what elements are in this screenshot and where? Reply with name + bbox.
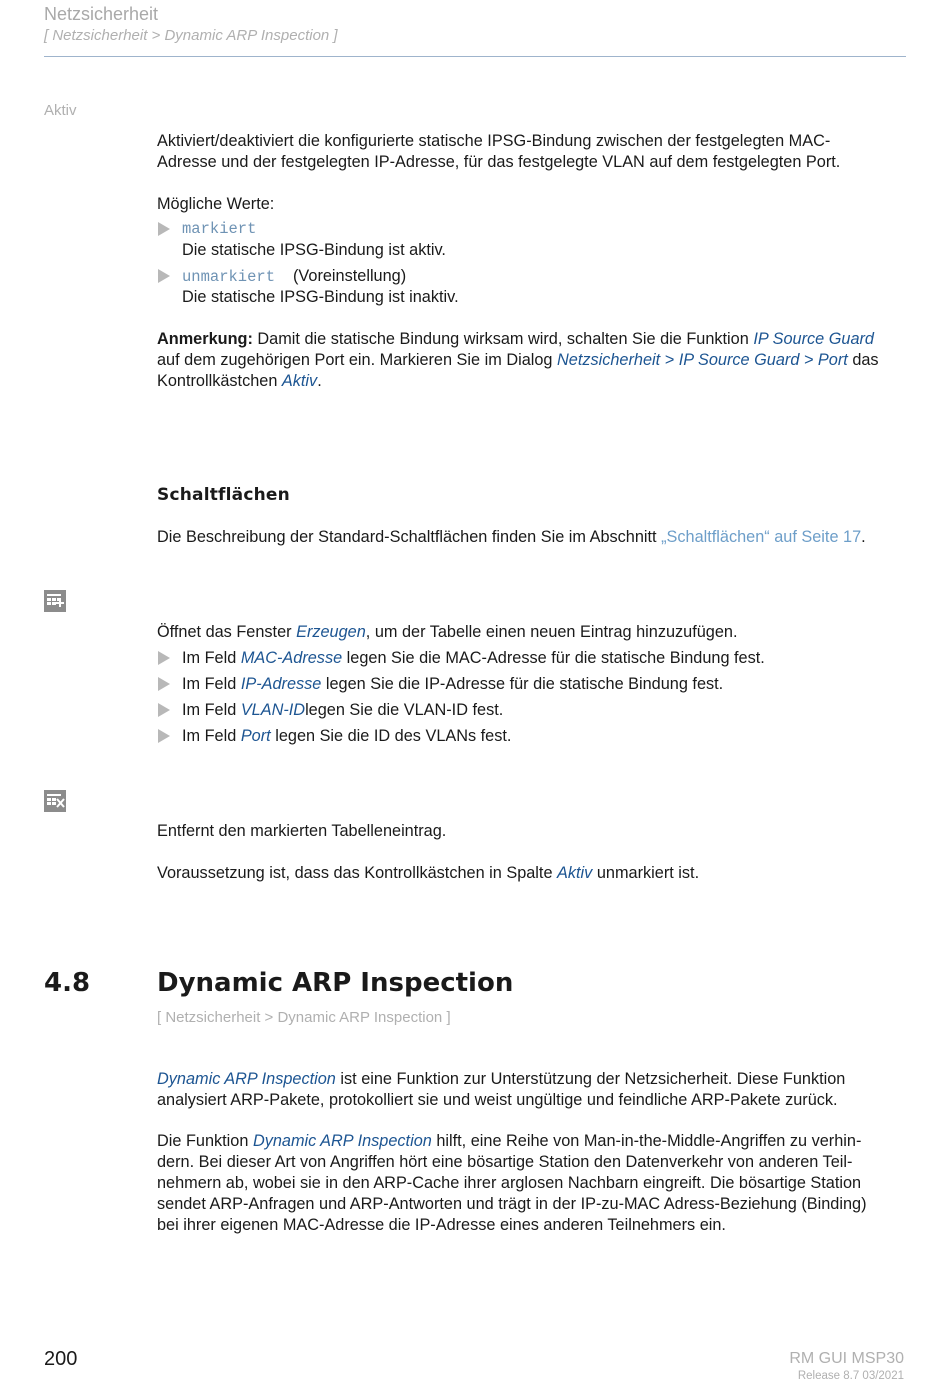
value-desc: Die statische IPSG-Bindung ist inaktiv. xyxy=(182,288,459,306)
footer-release: Release 8.7 03/2021 xyxy=(797,1370,904,1382)
note-text: Damit die statische Bindung wirksam wird, schalten Sie die Funktion xyxy=(252,330,754,348)
value-code: unmarkiert xyxy=(182,268,276,286)
value-code: markiert xyxy=(182,220,257,238)
note-label: Anmerkung: xyxy=(157,330,253,348)
buttons-desc-text: Die Beschreibung der Standard-Schaltflächen finden Sie im Abschnitt xyxy=(157,528,662,546)
step-text: legen Sie die IP-Adresse für die statische Bindung fest. xyxy=(321,675,724,693)
buttons-description xyxy=(157,527,907,548)
paragraph-text: bei ihrer eigenen MAC-Adresse die IP-Adresse eines anderen Teilnehmers ein. xyxy=(157,1216,726,1234)
delete-cond-text: unmarkiert ist. xyxy=(592,864,700,882)
value-default-note: (Voreinstellung) xyxy=(293,267,407,285)
bullet-triangle-icon xyxy=(158,222,170,236)
section-paragraph-2 xyxy=(157,1131,907,1236)
value-desc: Die statische IPSG-Bindung ist aktiv. xyxy=(182,241,446,259)
bullet-triangle-icon xyxy=(158,729,170,743)
create-intro xyxy=(157,622,907,643)
link-dynamic-arp-inspection[interactable]: Dynamic ARP Inspection xyxy=(157,1070,336,1088)
link-erzeugen[interactable]: Erzeugen xyxy=(296,623,366,641)
paragraph-text: dern. Bei dieser Art von Angriffen hört eine bösartige Station den Datenverkehr von anderen Teil- xyxy=(157,1153,853,1171)
running-header-title: Netzsicherheit xyxy=(44,4,159,24)
create-intro-text: Öffnet das Fenster xyxy=(157,623,297,641)
note-text: das xyxy=(847,351,879,369)
paragraph-text: nehmern ab, wobei sie in den ARP-Cache ihrer arglosen Nachbarn eingreift. Die bösartige Station xyxy=(157,1174,862,1192)
link-aktiv[interactable]: Aktiv xyxy=(557,864,593,882)
page-number: 200 xyxy=(44,1348,78,1370)
delete-description: Entfernt den markierten Tabelleneintrag. xyxy=(157,822,447,840)
section-paragraph-1 xyxy=(157,1069,907,1111)
paragraph-text: ist eine Funktion zur Unterstützung der Netzsicherheit. Diese Funktion xyxy=(335,1070,846,1088)
paragraph-text: analysiert ARP-Pakete, protokolliert sie und weist ungültige und feindliche ARP-Pakete zurück. xyxy=(157,1091,838,1109)
delete-condition xyxy=(157,863,907,884)
section-title: Dynamic ARP Inspection xyxy=(157,968,514,998)
link-dynamic-arp-inspection[interactable]: Dynamic ARP Inspection xyxy=(252,1132,432,1150)
buttons-desc-text: . xyxy=(861,528,866,546)
section-heading-buttons: Schaltflächen xyxy=(157,485,290,505)
bullet-triangle-icon xyxy=(158,651,170,665)
paragraph-text: sendet ARP-Anfragen und ARP-Antworten und trägt in der IP-zu-MAC Adress-Beziehung (Binding) xyxy=(157,1195,867,1213)
create-intro-text: , um der Tabelle einen neuen Eintrag hinzuzufügen. xyxy=(365,623,738,641)
link-field[interactable]: VLAN-ID xyxy=(240,701,306,719)
link-field[interactable]: MAC-Adresse xyxy=(240,649,343,667)
bullet-triangle-icon xyxy=(158,677,170,691)
header-divider xyxy=(44,56,906,57)
step-text: Im Feld xyxy=(182,675,241,693)
table-remove-icon xyxy=(44,790,66,812)
note-text: Kontrollkästchen xyxy=(157,372,282,390)
step-text: Im Feld xyxy=(182,649,241,667)
section-number: 4.8 xyxy=(44,968,91,998)
step-text: legen Sie die VLAN-ID fest. xyxy=(305,701,504,719)
aktiv-desc-line1: Aktiviert/deaktiviert die konfigurierte statische IPSG-Bindung zwischen der festgelegten MAC- xyxy=(157,132,831,150)
aktiv-desc-line2: Adresse und der festgelegten IP-Adresse, für das festgelegte VLAN auf dem festgelegten Port. xyxy=(157,153,841,171)
paragraph-text: hilft, eine Reihe von Man-in-the-Middle-Angriffen zu verhin- xyxy=(431,1132,862,1150)
link-aktiv[interactable]: Aktiv xyxy=(281,372,318,390)
note-text: auf dem zugehörigen Port ein. Markieren Sie im Dialog xyxy=(157,351,557,369)
footer-document-id: RM GUI MSP30 xyxy=(789,1350,904,1367)
step-text: Im Feld xyxy=(182,727,241,745)
step-text: legen Sie die MAC-Adresse für die statische Bindung fest. xyxy=(342,649,765,667)
table-add-icon xyxy=(44,590,66,612)
link-field[interactable]: Port xyxy=(240,727,271,745)
values-intro: Mögliche Werte: xyxy=(157,195,275,213)
link-field[interactable]: IP-Adresse xyxy=(240,675,322,693)
step-text: legen Sie die ID des VLANs fest. xyxy=(270,727,512,745)
xref-link-schaltflaechen[interactable]: „Schaltflächen“ auf Seite 17 xyxy=(661,528,862,546)
note-text: . xyxy=(317,372,322,390)
aktiv-description xyxy=(157,131,907,173)
field-label-aktiv: Aktiv xyxy=(44,102,77,119)
link-ip-source-guard[interactable]: IP Source Guard xyxy=(753,330,874,348)
step-text: Im Feld xyxy=(182,701,241,719)
link-dialog-path[interactable]: Netzsicherheit > IP Source Guard > Port xyxy=(557,351,848,369)
bullet-triangle-icon xyxy=(158,269,170,283)
bullet-triangle-icon xyxy=(158,703,170,717)
running-header-path: [ Netzsicherheit > Dynamic ARP Inspection ] xyxy=(44,27,338,44)
note-paragraph xyxy=(157,329,907,392)
paragraph-text: Die Funktion xyxy=(157,1132,253,1150)
section-dialog-path: [ Netzsicherheit > Dynamic ARP Inspection ] xyxy=(157,1009,451,1026)
delete-cond-text: Voraussetzung ist, dass das Kontrollkästchen in Spalte xyxy=(157,864,558,882)
